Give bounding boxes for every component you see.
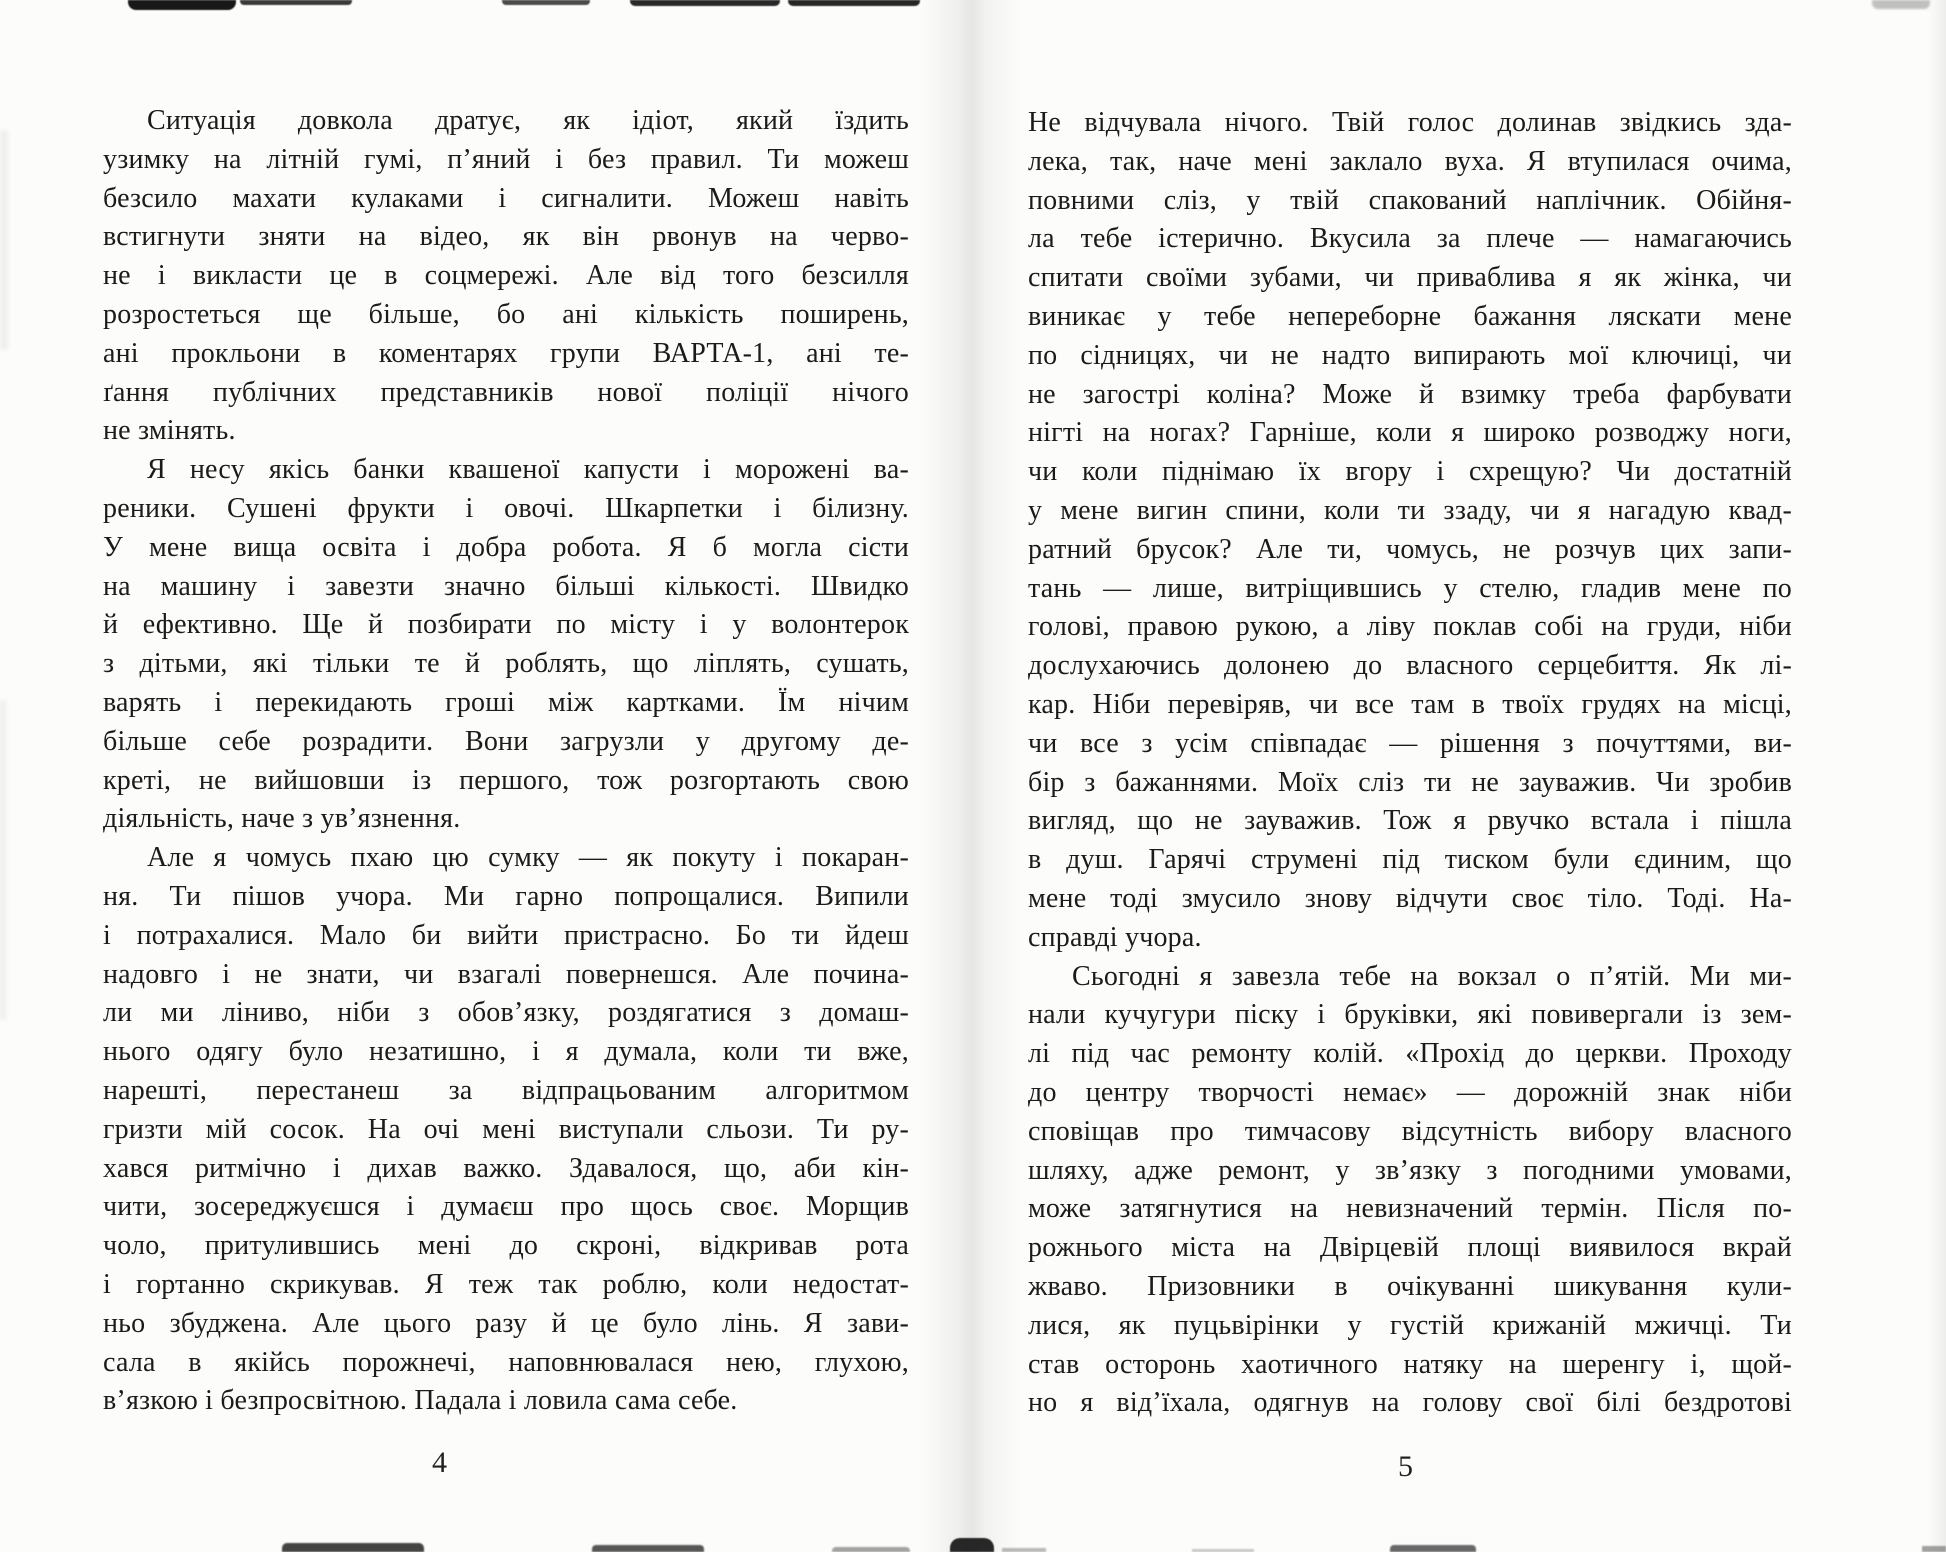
text-line: дослухаючись долонею до власного серцебиття. Як лі- bbox=[1028, 650, 1792, 682]
text-line: і потрахалися. Мало би вийти пристрасно. Бо ти йдеш bbox=[103, 919, 909, 951]
scan-edge-mark bbox=[832, 1547, 910, 1552]
text-line: хався ритмічно і дихав важко. Здавалося, що, аби кін- bbox=[103, 1152, 909, 1184]
text-line: нігті на ногах? Гарніше, коли я широко розводжу ноги, bbox=[1028, 417, 1792, 449]
text-line: голові, правою рукою, а ліву поклав собі на груди, ніби bbox=[1028, 611, 1792, 643]
text-line: бір з бажаннями. Моїх сліз ти не зауважив. Чи зробив bbox=[1028, 766, 1792, 798]
text-line: більше себе розрадити. Вони загрузли у другому де- bbox=[103, 725, 909, 757]
text-line: ньо збуджена. Але цього разу й це було лінь. Я зави- bbox=[103, 1307, 909, 1339]
text-line: лі під час ремонту колій. «Прохід до церкви. Проходу bbox=[1028, 1038, 1792, 1070]
text-line: розростеться ще більше, бо ані кількість поширень, bbox=[103, 298, 909, 330]
text-line: може затягнутися на невизначений термін. Після по- bbox=[1028, 1193, 1792, 1225]
page-5-text bbox=[1028, 104, 1792, 1423]
text-line: кар. Ніби перевіряв, чи все там в твоїх грудях на місці, bbox=[1028, 688, 1792, 720]
text-line: і гортанно скрикував. Я теж так роблю, коли недостат- bbox=[103, 1268, 909, 1300]
text-line: з дітьми, які тільки те й роблять, що ліплять, сушать, bbox=[103, 648, 909, 680]
text-line: нарешті, перестанеш за відпрацьованим алгоритмом bbox=[103, 1074, 909, 1106]
text-line: лека, так, наче мені заклало вуха. Я втупилася очима, bbox=[1028, 145, 1792, 177]
scan-edge-mark bbox=[788, 0, 920, 6]
text-line: безсило махати кулаками і сигналити. Можеш навіть bbox=[103, 182, 909, 214]
text-line: узимку на літній гумі, п’яний і без правил. Ти можеш bbox=[103, 143, 909, 175]
text-line: гризти мій сосок. На очі мені виступали сльози. Ти ру- bbox=[103, 1113, 909, 1145]
text-line: повними сліз, у твій спакований наплічник. Обійня- bbox=[1028, 184, 1792, 216]
text-line: діяльність, наче з ув’язнення. bbox=[103, 803, 461, 835]
scan-edge-mark bbox=[0, 130, 8, 350]
text-line: чоло, притулившись мені до скроні, відкривав рота bbox=[103, 1230, 909, 1262]
text-line: варять і перекидають гроші між картками. Їм нічим bbox=[103, 686, 909, 718]
text-line: надовго і не знати, чи взагалі повернешся. Але почина- bbox=[103, 958, 909, 990]
text-line: нього одягу було незатишно, і я думала, коли ти вже, bbox=[103, 1036, 909, 1068]
text-line: у мене вигин спини, коли ти ззаду, чи я нагадую квад- bbox=[1028, 494, 1792, 526]
text-line: ані прокльони в коментарях групи ВАРТА-1, ані те- bbox=[103, 337, 909, 369]
text-line: чи коли піднімаю їх вгору і схрещую? Чи достатній bbox=[1028, 456, 1792, 488]
text-line: ня. Ти пішов учора. Ми гарно попрощалися. Випили bbox=[103, 880, 909, 912]
text-line: Не відчувала нічого. Твій голос долинав звідкись зда- bbox=[1028, 107, 1792, 138]
text-line: ла тебе істерично. Вкусила за плече — намагаючись bbox=[1028, 223, 1792, 255]
text-line: спитати своїми зубами, чи приваблива я як жінка, чи bbox=[1028, 262, 1792, 294]
text-line: Але я чомусь пхаю цю сумку — як покуту і покаран- bbox=[147, 842, 909, 874]
scan-edge-mark bbox=[128, 0, 236, 10]
scan-edge-mark bbox=[1872, 0, 1930, 9]
text-line: лися, як пуцьвірінки у густій крижаній мжичці. Ти bbox=[1028, 1309, 1792, 1341]
scan-edge-mark bbox=[592, 1545, 704, 1552]
text-line: реники. Сушені фрукти і овочі. Шкарпетки і білизну. bbox=[103, 492, 909, 524]
scan-edge-mark bbox=[282, 1543, 424, 1552]
text-line: тань — лише, витріщившись у стелю, гладив мене по bbox=[1028, 572, 1792, 604]
text-line: не змінять. bbox=[103, 415, 236, 447]
text-line: й ефективно. Ще й позбирати по місту і у волонтерок bbox=[103, 609, 909, 641]
text-line: У мене вища освіта і добра робота. Я б могла сісти bbox=[103, 531, 909, 563]
page-5-number: 5 bbox=[1398, 1450, 1413, 1483]
scan-edge-mark bbox=[1002, 1548, 1046, 1552]
text-line: чити, зосереджуєшся і думаєш про щось своє. Морщив bbox=[103, 1191, 909, 1223]
text-line: шляху, адже ремонт, у зв’язку з погодними умовами, bbox=[1028, 1154, 1792, 1186]
text-line: ратний брусок? Але ти, чомусь, не розчув цих запи- bbox=[1028, 533, 1792, 565]
text-line: до центру творчості немає» — дорожній знак ніби bbox=[1028, 1076, 1792, 1108]
text-line: Ситуація довкола дратує, як ідіот, який їздить bbox=[147, 105, 909, 136]
text-line: сала в якійсь порожнечі, наповнювалася нею, глухою, bbox=[103, 1346, 909, 1378]
scan-edge-mark bbox=[502, 0, 590, 5]
page-4-text bbox=[103, 102, 909, 1421]
scan-edge-mark bbox=[240, 0, 352, 5]
text-line: виникає у тебе непереборне бажання ляскати мене bbox=[1028, 300, 1792, 332]
text-line: сповіщав про тимчасову відсутність вибору власного bbox=[1028, 1115, 1792, 1147]
text-line: мене тоді змусило знову відчути своє тіло. Тоді. На- bbox=[1028, 882, 1792, 914]
scan-edge-mark bbox=[630, 0, 780, 6]
page-4-number: 4 bbox=[432, 1446, 447, 1479]
text-line: по сідницях, чи не надто випирають мої ключиці, чи bbox=[1028, 339, 1792, 371]
text-line: рожнього міста на Двірцевій площі виявилося вкрай bbox=[1028, 1232, 1792, 1264]
text-line: в’язкою і безпросвітною. Падала і ловила сама себе. bbox=[103, 1385, 738, 1417]
page-gutter-shadow bbox=[920, 0, 1020, 1552]
text-line: на машину і завезти значно більші кількості. Швидко bbox=[103, 570, 909, 602]
text-line: не і викласти це в соцмережі. Але від того безсилля bbox=[103, 260, 909, 292]
text-line: жваво. Призовники в очікуванні шикування кули- bbox=[1028, 1270, 1792, 1302]
text-line: ґання публічних представників нової поліції нічого bbox=[103, 376, 909, 408]
scan-edge-mark bbox=[0, 700, 6, 1020]
text-line: креті, не вийшовши із першого, тож розгортають свою bbox=[103, 764, 909, 796]
text-line: встигнути зняти на відео, як він рвонув на черво- bbox=[103, 221, 909, 253]
text-line: чи все з усім співпадає — рішення з почуттями, ви- bbox=[1028, 727, 1792, 759]
text-line: Сьогодні я завезла тебе на вокзал о п’ятій. Ми ми- bbox=[1072, 960, 1792, 992]
text-line: ли ми ліниво, ніби з обов’язку, роздягатися з домаш- bbox=[103, 997, 909, 1029]
text-line: но я від’їхала, одягнув на голову свої білі бездротові bbox=[1028, 1387, 1792, 1419]
scan-edge-mark bbox=[1390, 1545, 1476, 1552]
text-line: став осторонь хаотичного натяку на шеренгу і, щой- bbox=[1028, 1348, 1792, 1380]
text-line: в душ. Гарячі струмені під тиском були єдиним, що bbox=[1028, 844, 1792, 876]
scan-right-edge-shadow bbox=[1928, 0, 1946, 1552]
text-line: справді учора. bbox=[1028, 921, 1202, 953]
scan-edge-mark bbox=[950, 1538, 994, 1552]
text-line: не загострі коліна? Може й взимку треба фарбувати bbox=[1028, 378, 1792, 410]
text-line: вигляд, що не зауважив. Тож я рвучко встала і пішла bbox=[1028, 805, 1792, 837]
text-line: нали кучугури піску і бруківки, які повивергали із зем- bbox=[1028, 999, 1792, 1031]
text-line: Я несу якісь банки квашеної капусти і морожені ва- bbox=[147, 454, 909, 486]
